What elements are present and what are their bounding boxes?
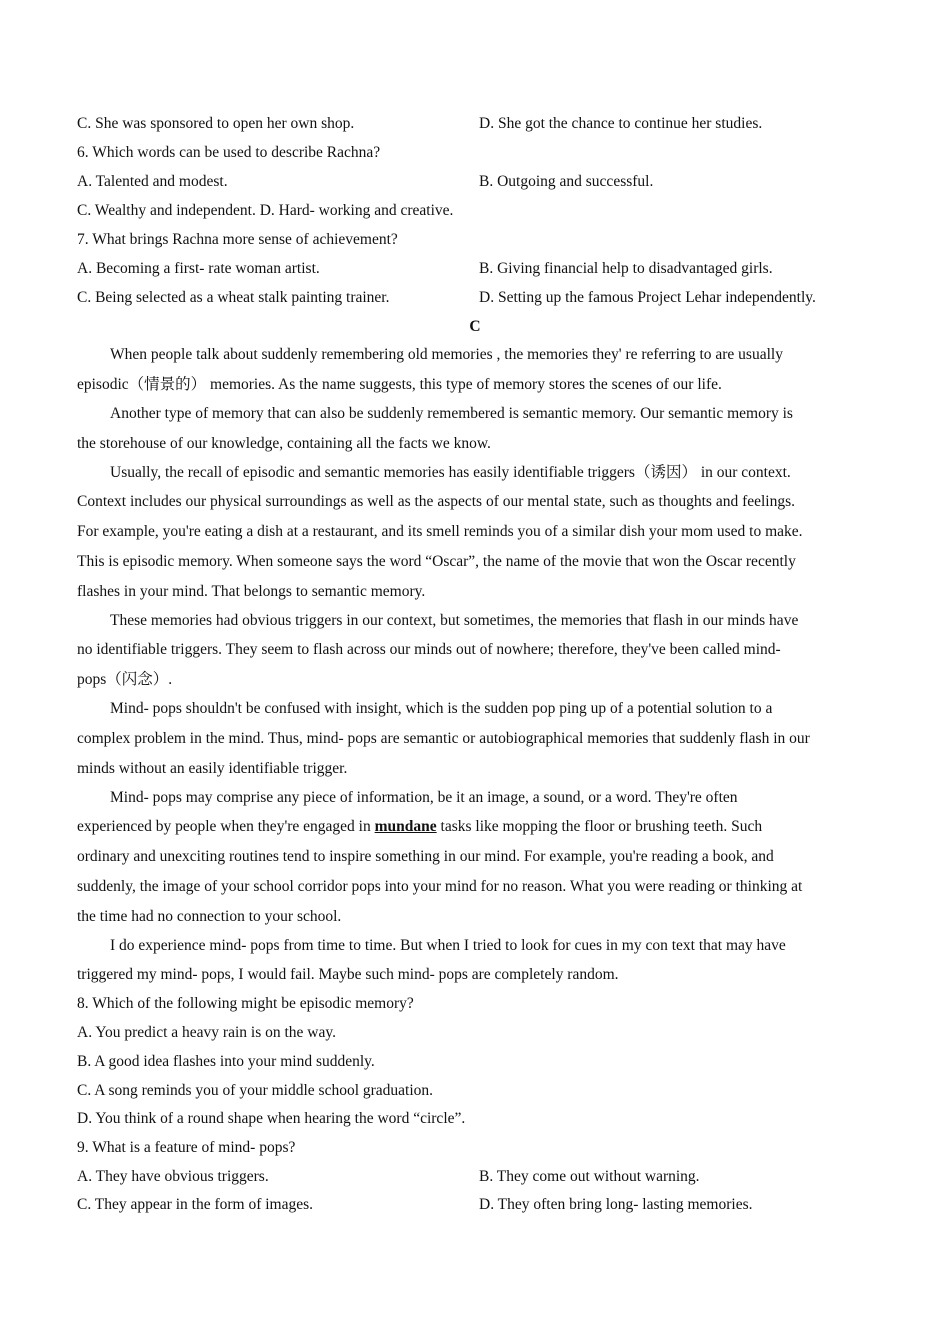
- keyword-mundane: mundane: [374, 818, 437, 835]
- q7-option-c: C. Being selected as a wheat stalk painting trainer.: [77, 289, 390, 306]
- passage-line: Usually, the recall of episodic and semantic memories has easily identifiable triggers（诱因） in our context.: [110, 464, 791, 481]
- passage-text: tasks like mopping the floor or brushing teeth. Such: [436, 818, 763, 835]
- q7-option-a: A. Becoming a first- rate woman artist.: [77, 260, 320, 277]
- q7-option-b: B. Giving financial help to disadvantaged girls.: [479, 260, 773, 277]
- passage-line: [77, 816, 762, 838]
- q9-option-b: B. They come out without warning.: [479, 1168, 700, 1185]
- passage-line: suddenly, the image of your school corridor pops into your mind for no reason. What you were reading or thinking at: [77, 878, 803, 895]
- q5-option-c: C. She was sponsored to open her own shop.: [77, 115, 355, 132]
- q9-option-d: D. They often bring long- lasting memories.: [479, 1196, 753, 1213]
- passage-line: These memories had obvious triggers in our context, but sometimes, the memories that flash in our minds have: [110, 612, 799, 629]
- q5-option-d: D. She got the chance to continue her studies.: [479, 115, 763, 132]
- passage-line: pops（闪念）.: [77, 671, 173, 688]
- q9-option-a: A. They have obvious triggers.: [77, 1168, 269, 1185]
- passage-line: the storehouse of our knowledge, containing all the facts we know.: [77, 435, 491, 452]
- passage-line: triggered my mind- pops, I would fail. Maybe such mind- pops are completely random.: [77, 966, 619, 983]
- passage-line: minds without an easily identifiable trigger.: [77, 760, 348, 777]
- passage-line: Mind- pops shouldn't be confused with insight, which is the sudden pop ping up of a potential solution to a: [110, 700, 773, 717]
- passage-line: the time had no connection to your school.: [77, 908, 342, 925]
- passage-line: flashes in your mind. That belongs to semantic memory.: [77, 583, 426, 600]
- passage-line: When people talk about suddenly remembering old memories , the memories they' re referring to are usually: [110, 346, 783, 363]
- passage-line: episodic（情景的） memories. As the name suggests, this type of memory stores the scenes of our life.: [77, 376, 722, 393]
- q6-option-b: B. Outgoing and successful.: [479, 173, 654, 190]
- passage-line: ordinary and unexciting routines tend to inspire something in our mind. For example, you're reading a book, and: [77, 848, 774, 865]
- q8-option-a: A. You predict a heavy rain is on the way.: [77, 1024, 336, 1041]
- q6-options-c-d: C. Wealthy and independent. D. Hard- working and creative.: [77, 202, 454, 219]
- passage-line: Mind- pops may comprise any piece of information, be it an image, a sound, or a word. They're often: [110, 789, 738, 806]
- passage-line: complex problem in the mind. Thus, mind- pops are semantic or autobiographical memories that suddenly flash in our: [77, 730, 810, 747]
- q9-stem: 9. What is a feature of mind- pops?: [77, 1139, 296, 1156]
- passage-line: This is episodic memory. When someone says the word “Oscar”, the name of the movie that won the Oscar recently: [77, 553, 796, 570]
- passage-line: Context includes our physical surroundings as well as the aspects of our mental state, such as thoughts and feelings.: [77, 493, 796, 510]
- passage-text: experienced by people when they're engaged in: [77, 818, 375, 835]
- q8-option-b: B. A good idea flashes into your mind suddenly.: [77, 1053, 375, 1070]
- q7-stem: 7. What brings Rachna more sense of achievement?: [77, 231, 398, 248]
- q8-option-c: C. A song reminds you of your middle school graduation.: [77, 1082, 434, 1099]
- q6-option-a: A. Talented and modest.: [77, 173, 228, 190]
- passage-line: no identifiable triggers. They seem to flash across our minds out of nowhere; therefore, they've been called mind-: [77, 641, 781, 658]
- q8-stem: 8. Which of the following might be episodic memory?: [77, 995, 414, 1012]
- passage-line: I do experience mind- pops from time to time. But when I tried to look for cues in my con text that may have: [110, 937, 786, 954]
- q7-option-d: D. Setting up the famous Project Lehar independently.: [479, 289, 816, 306]
- section-title: C: [469, 318, 481, 335]
- q9-option-c: C. They appear in the form of images.: [77, 1196, 314, 1213]
- q6-stem: 6. Which words can be used to describe Rachna?: [77, 144, 381, 161]
- passage-line: Another type of memory that can also be suddenly remembered is semantic memory. Our semantic memory is: [110, 405, 793, 422]
- q8-option-d: D. You think of a round shape when hearing the word “circle”.: [77, 1110, 466, 1127]
- passage-line: For example, you're eating a dish at a restaurant, and its smell reminds you of a similar dish your mom used to make.: [77, 523, 803, 540]
